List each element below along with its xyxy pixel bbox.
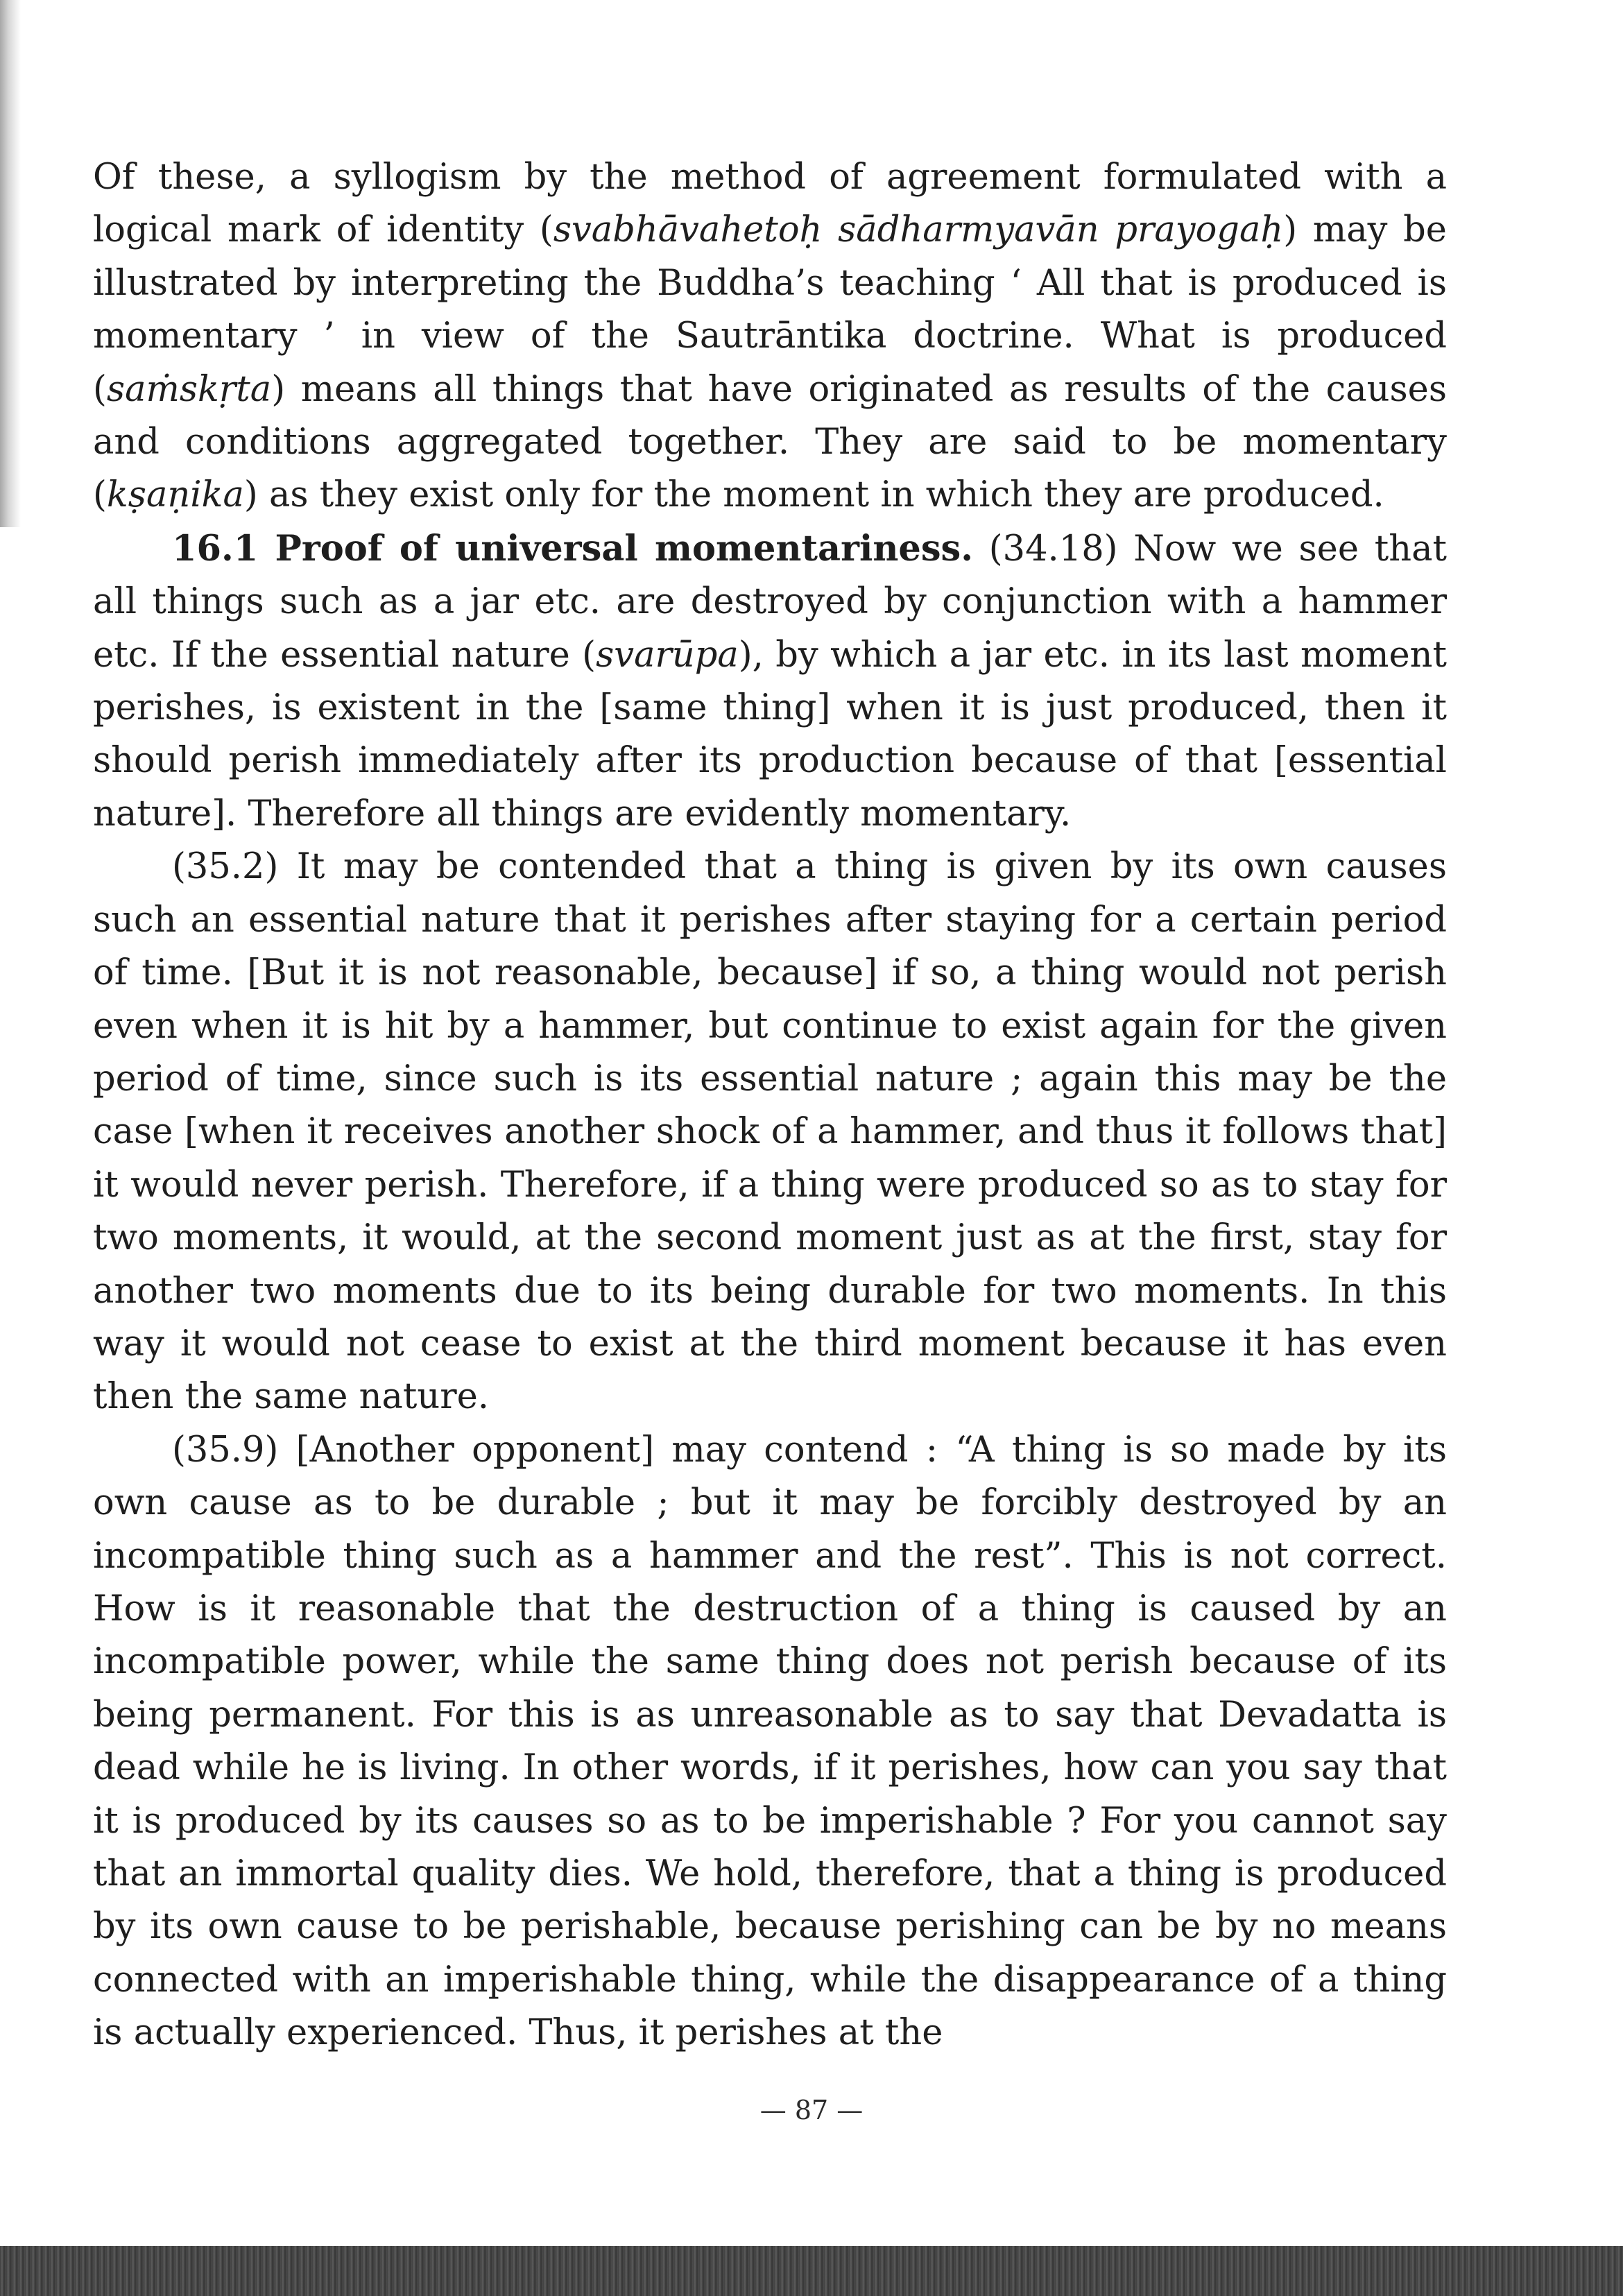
page-number: — 87 — [759,2095,864,2125]
paragraph-syllogism [93,151,1447,522]
scan-shadow-bottom [0,2246,1623,2296]
paragraph-proof-momentariness [93,522,1447,841]
sanskrit-term: saṁskṛta [106,368,272,410]
text-run: Of these, a syllogism by the method of agreement formulated with a logical mark of identity ( [93,157,1447,251]
text-run: ), by which a jar etc. in its last moment perishes, is existent in the [same thing] when it is just produced, then it should perish immediately after its production because of that [essential nature]. Therefore all things are evidently momentary. [93,634,1447,834]
paragraph-35-2 [93,841,1447,1423]
sanskrit-term: svarūpa [596,634,739,676]
sanskrit-term: svabhāvahetoḥ sādharmyavān prayogaḥ [553,209,1284,251]
text-run: ) means all things that have originated as results of the causes and conditions aggregated together. They are said to be momentary ( [93,368,1447,516]
text-run: (35.9) [Another opponent] may contend : “A thing is so made by its own cause as to be durable ; but it may be forcibly destroyed by an incompatible thing such as a hammer and the rest”. This is not correct. How is it reasonable that the destruction of a thing is caused by an incompatible power, while the same thing does not perish because of its being permanent. For this is as unreasonable as to say that Devadatta is dead while he is living. In other words, if it perishes, how can you say that it is produced by its causes so as to be imperishable ? For you cannot say that an immortal quality dies. We hold, therefore, that a thing is produced by its own cause to be perishable, because perishing can be by no means connected with an imperishable thing, while the disappearance of a thing is actually experienced. Thus, it perishes at the [93,1429,1447,2054]
scan-shadow-left [0,0,21,527]
paragraph-35-9 [93,1424,1447,2060]
text-run: ) as they exist only for the moment in which they are produced. [243,474,1384,516]
section-heading: 16.1 Proof of universal momentariness. [172,527,974,569]
text-run: ) may be illustrated by interpreting the Buddha’s teaching ‘ All that is produced is momentary ’ in view of the Sautrāntika doctrine. What is produced ( [93,209,1447,410]
page-body [93,151,1447,2060]
sanskrit-term: kṣaṇika [106,474,244,516]
text-run: (34.18) Now we see that all things such as a jar etc. are destroyed by conjunction with a hammer etc. If the essential nature ( [93,528,1447,676]
text-run: (35.2) It may be contended that a thing is given by its own causes such an essential nature that it perishes after staying for a certain period of time. [But it is not reasonable, because] if so, a thing would not perish even when it is hit by a hammer, but continue to exist again for the given period of time, since such is its essential nature ; again this may be the case [when it receives another shock of a hammer, and thus it follows that] it would never perish. Therefore, if a thing were produced so as to stay for two moments, it would, at the second moment just as at the first, stay for another two moments due to its being durable for two moments. In this way it would not cease to exist at the third moment because it has even then the same nature. [93,846,1447,1418]
